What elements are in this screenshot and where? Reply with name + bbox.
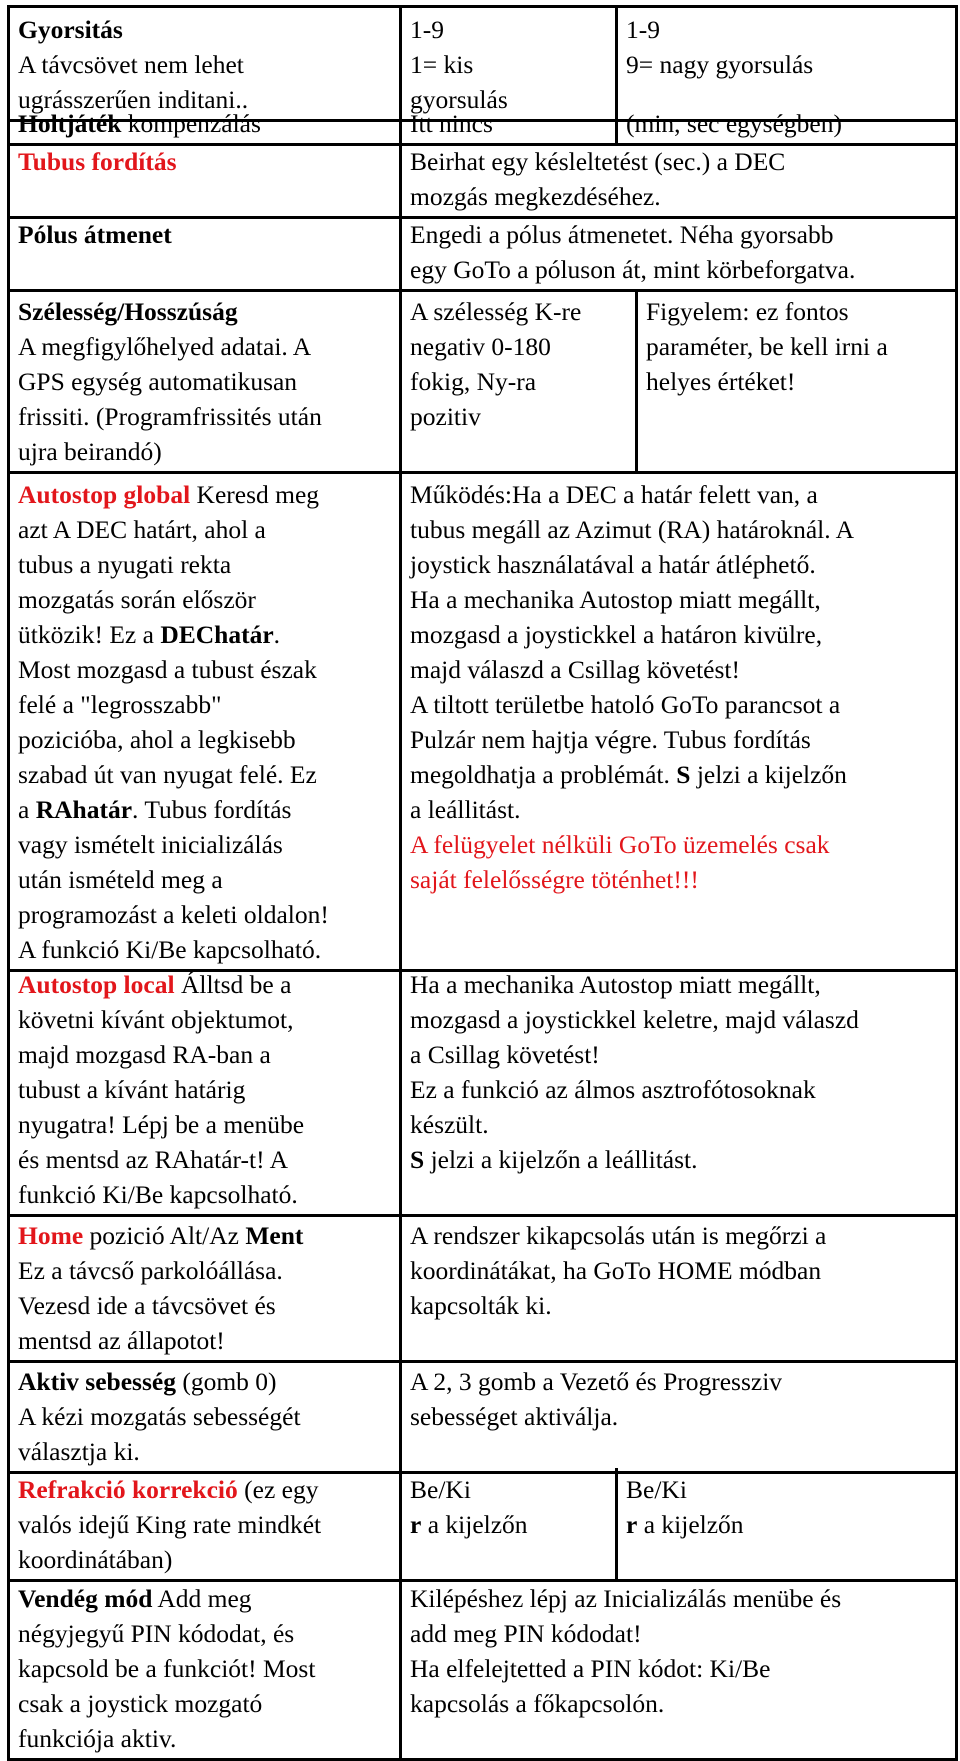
value-line: 1-9 bbox=[410, 15, 444, 44]
row-label-cell bbox=[9, 213, 401, 291]
label-line: Vezesd ide a távcsövet és bbox=[18, 1291, 276, 1320]
label-text: (ez egy bbox=[237, 1475, 319, 1504]
label-line: követni kívánt objektumot, bbox=[18, 1005, 294, 1034]
value-line: paraméter, be kell irni a bbox=[646, 332, 888, 361]
value-text: a kijelzőn bbox=[637, 1510, 744, 1539]
description-line: Pulzár nem hajtja végre. Tubus fordítás bbox=[410, 725, 811, 754]
value-line: Be/Ki bbox=[626, 1475, 687, 1504]
row-label-title: Gyorsitás bbox=[18, 15, 123, 44]
description-line: mozgás megkezdéséhez. bbox=[410, 182, 661, 211]
warning-line: A felügyelet nélküli GoTo üzemelés csak bbox=[410, 830, 830, 859]
r-indicator: r bbox=[626, 1510, 638, 1539]
description-line: Ez a funkció az álmos asztrofótosoknak bbox=[410, 1075, 816, 1104]
label-line: ugrásszerűen inditani.. bbox=[18, 85, 249, 114]
description-text: jelzi a kijelzőn a leállitást. bbox=[424, 1145, 698, 1174]
description-cell bbox=[401, 963, 957, 1216]
label-line: kapcsold be a funkciót! Most bbox=[18, 1654, 316, 1683]
description-line: a Csillag követést! bbox=[410, 1040, 600, 1069]
description-line: majd válaszd a Csillag követést! bbox=[410, 655, 740, 684]
description-cell bbox=[401, 1360, 957, 1473]
table-row-vendeg-mod bbox=[7, 1577, 958, 1761]
label-line: frissiti. (Programfrissités után bbox=[18, 402, 322, 431]
value-line: helyes értéket! bbox=[646, 367, 796, 396]
value-line: Be/Ki bbox=[410, 1475, 471, 1504]
label-text: kompenzálás bbox=[121, 109, 261, 138]
value-cell-onoff-1 bbox=[401, 1468, 617, 1581]
label-line: nyugatra! Lépj be a menübe bbox=[18, 1110, 305, 1139]
s-indicator: S bbox=[676, 760, 691, 789]
row-label-cell bbox=[9, 102, 401, 145]
description-text: jelzi a kijelzőn bbox=[690, 760, 847, 789]
description-line: Ha elfelejtetted a PIN kódot: Ki/Be bbox=[410, 1654, 771, 1683]
label-text: Add meg bbox=[152, 1584, 252, 1613]
description-line: készült. bbox=[410, 1110, 489, 1139]
description-line: Beirhat egy késleltetést (sec.) a DEC bbox=[410, 147, 786, 176]
description-line: sebességet aktiválja. bbox=[410, 1402, 619, 1431]
table-row-polus-atmenet bbox=[7, 213, 958, 292]
description-line: Ha a mechanika Autostop miatt megállt, bbox=[410, 970, 821, 999]
label-line: funkciója aktiv. bbox=[18, 1724, 177, 1753]
table-row-home bbox=[7, 1214, 958, 1363]
description-cell bbox=[401, 213, 957, 291]
value-line: (min, sec egységben) bbox=[626, 109, 842, 138]
description-line: koordinátákat, ha GoTo HOME módban bbox=[410, 1256, 822, 1285]
row-label-cell bbox=[9, 473, 401, 971]
save-term: Ment bbox=[245, 1221, 304, 1250]
dec-limit-term: DEChatár bbox=[160, 620, 274, 649]
description-line: add meg PIN kódodat! bbox=[410, 1619, 642, 1648]
label-line: négyjegyű PIN kódodat, és bbox=[18, 1619, 295, 1648]
value-cell-warning bbox=[637, 290, 957, 473]
label-line: mozgatás során először bbox=[18, 585, 256, 614]
label-text: pozició Alt/Az bbox=[83, 1221, 246, 1250]
label-text: ütközik! Ez a bbox=[18, 620, 161, 649]
label-line: A funkció Ki/Be kapcsolható. bbox=[18, 935, 322, 964]
label-line: A megfigylőhelyed adatai. A bbox=[18, 332, 312, 361]
description-line: Kilépéshez lépj az Inicializálás menübe és bbox=[410, 1584, 842, 1613]
value-line: 1-9 bbox=[626, 15, 660, 44]
value-line: fokig, Ny-ra bbox=[410, 367, 537, 396]
label-line: csak a joystick mozgató bbox=[18, 1689, 263, 1718]
value-line: 9= nagy gyorsulás bbox=[626, 50, 814, 79]
label-line: ujra beirandó) bbox=[18, 437, 162, 466]
label-line: választja ki. bbox=[18, 1437, 140, 1466]
description-line: Működés:Ha a DEC a határ felett van, a bbox=[410, 480, 818, 509]
label-line: felé a "legrosszabb" bbox=[18, 690, 222, 719]
description-text: megoldhatja a problémát. bbox=[410, 760, 670, 789]
description-line: a leállitást. bbox=[410, 795, 521, 824]
row-label-title: Pólus átmenet bbox=[18, 220, 172, 249]
label-text: . bbox=[273, 620, 281, 649]
value-line: Figyelem: ez fontos bbox=[646, 297, 849, 326]
row-label-title: Vendég mód bbox=[18, 1584, 153, 1613]
label-line: mentsd az állapotot! bbox=[18, 1326, 225, 1355]
table-row-autostop-local bbox=[7, 963, 958, 1217]
row-label-title: Autostop global bbox=[18, 480, 191, 509]
label-line: vagy ismételt inicializálás bbox=[18, 830, 283, 859]
row-label-cell bbox=[9, 1214, 401, 1362]
label-line: majd mozgasd RA-ban a bbox=[18, 1040, 271, 1069]
row-label-title: Home bbox=[18, 1221, 84, 1250]
row-label-title: Aktiv sebesség bbox=[18, 1367, 176, 1396]
description-line: tubus megáll az Azimut (RA) határoknál. A bbox=[410, 515, 855, 544]
label-line: A kézi mozgatás sebességét bbox=[18, 1402, 301, 1431]
row-label-cell bbox=[9, 1360, 401, 1473]
description-line: A tiltott területbe hatoló GoTo parancsot a bbox=[410, 690, 841, 719]
description-line: mozgasd a joystickkel a határon kivülre, bbox=[410, 620, 823, 649]
value-cell-onoff-2 bbox=[617, 1468, 957, 1581]
table-row-tubus-forditas bbox=[7, 140, 958, 219]
row-label-title: Tubus fordítás bbox=[18, 147, 177, 176]
description-line: Ha a mechanika Autostop miatt megállt, bbox=[410, 585, 821, 614]
value-cell-max bbox=[617, 102, 957, 145]
description-line: A 2, 3 gomb a Vezető és Progressziv bbox=[410, 1367, 783, 1396]
description-cell bbox=[401, 1214, 957, 1362]
description-line: kapcsolták ki. bbox=[410, 1291, 552, 1320]
description-line: joystick használatával a határ átléphető. bbox=[410, 550, 816, 579]
row-label-cell bbox=[9, 1468, 401, 1581]
value-cell-min bbox=[401, 102, 617, 145]
label-line: után ismételd meg a bbox=[18, 865, 223, 894]
label-text: . Tubus fordítás bbox=[132, 795, 292, 824]
row-label-title: Autostop local bbox=[18, 970, 175, 999]
row-label-cell bbox=[9, 140, 401, 218]
value-line: pozitiv bbox=[410, 402, 481, 431]
label-text: (gomb 0) bbox=[175, 1367, 277, 1396]
description-line: egy GoTo a póluson át, mint körbeforgatva. bbox=[410, 255, 856, 284]
row-label-cell bbox=[9, 290, 401, 473]
description-cell bbox=[401, 1577, 957, 1760]
value-cell-latitude-rule bbox=[401, 290, 637, 473]
label-line: valós idejű King rate mindkét bbox=[18, 1510, 322, 1539]
value-line: A szélesség K-re bbox=[410, 297, 582, 326]
description-cell bbox=[401, 473, 957, 971]
value-line: gyorsulás bbox=[410, 85, 508, 114]
value-line: negativ 0-180 bbox=[410, 332, 551, 361]
label-line: tubus a nyugati rekta bbox=[18, 550, 232, 579]
label-line: tubust a kívánt határig bbox=[18, 1075, 246, 1104]
label-line: Most mozgasd a tubust észak bbox=[18, 655, 317, 684]
label-text: a bbox=[18, 795, 36, 824]
label-line: funkció Ki/Be kapcsolható. bbox=[18, 1180, 298, 1209]
label-line: és mentsd az RAhatár-t! A bbox=[18, 1145, 288, 1174]
label-line: koordinátában) bbox=[18, 1545, 173, 1574]
table-row-refrakcio-korrekcio bbox=[7, 1468, 958, 1582]
description-line: kapcsolás a főkapcsolón. bbox=[410, 1689, 665, 1718]
label-line: programozást a keleti oldalon! bbox=[18, 900, 329, 929]
label-line: A távcsövet nem lehet bbox=[18, 50, 244, 79]
label-text: Keresd meg bbox=[190, 480, 320, 509]
row-label-cell bbox=[9, 1577, 401, 1760]
label-line: GPS egység automatikusan bbox=[18, 367, 298, 396]
label-text: Álltsd be a bbox=[174, 970, 292, 999]
value-line: 1= kis bbox=[410, 50, 474, 79]
row-label-title: Szélesség/Hosszúság bbox=[18, 297, 238, 326]
table-row-aktiv-sebesseg bbox=[7, 1360, 958, 1474]
table-row-szelesseg-hosszusag bbox=[7, 290, 958, 474]
row-label-cell bbox=[9, 963, 401, 1216]
table-row-autostop-global bbox=[7, 473, 958, 972]
row-label-title: Refrakció korrekció bbox=[18, 1475, 238, 1504]
ra-limit-term: RAhatár bbox=[35, 795, 133, 824]
label-line: azt A DEC határt, ahol a bbox=[18, 515, 266, 544]
row-label-title: Holtjáték bbox=[18, 109, 122, 138]
r-indicator: r bbox=[410, 1510, 422, 1539]
value-text: a kijelzőn bbox=[421, 1510, 528, 1539]
description-line: A rendszer kikapcsolás után is megőrzi a bbox=[410, 1221, 827, 1250]
label-line: szabad út van nyugat felé. Ez bbox=[18, 760, 317, 789]
label-line: pozicióba, ahol a legkisebb bbox=[18, 725, 296, 754]
warning-line: saját felelősségre töténhet!!! bbox=[410, 865, 699, 894]
description-line: Engedi a pólus átmenetet. Néha gyorsabb bbox=[410, 220, 834, 249]
value-line: Itt nincs bbox=[410, 109, 493, 138]
description-cell bbox=[401, 140, 957, 218]
s-indicator: S bbox=[410, 1145, 425, 1174]
description-line: mozgasd a joystickkel keletre, majd válaszd bbox=[410, 1005, 859, 1034]
label-line: Ez a távcső parkolóállása. bbox=[18, 1256, 283, 1285]
